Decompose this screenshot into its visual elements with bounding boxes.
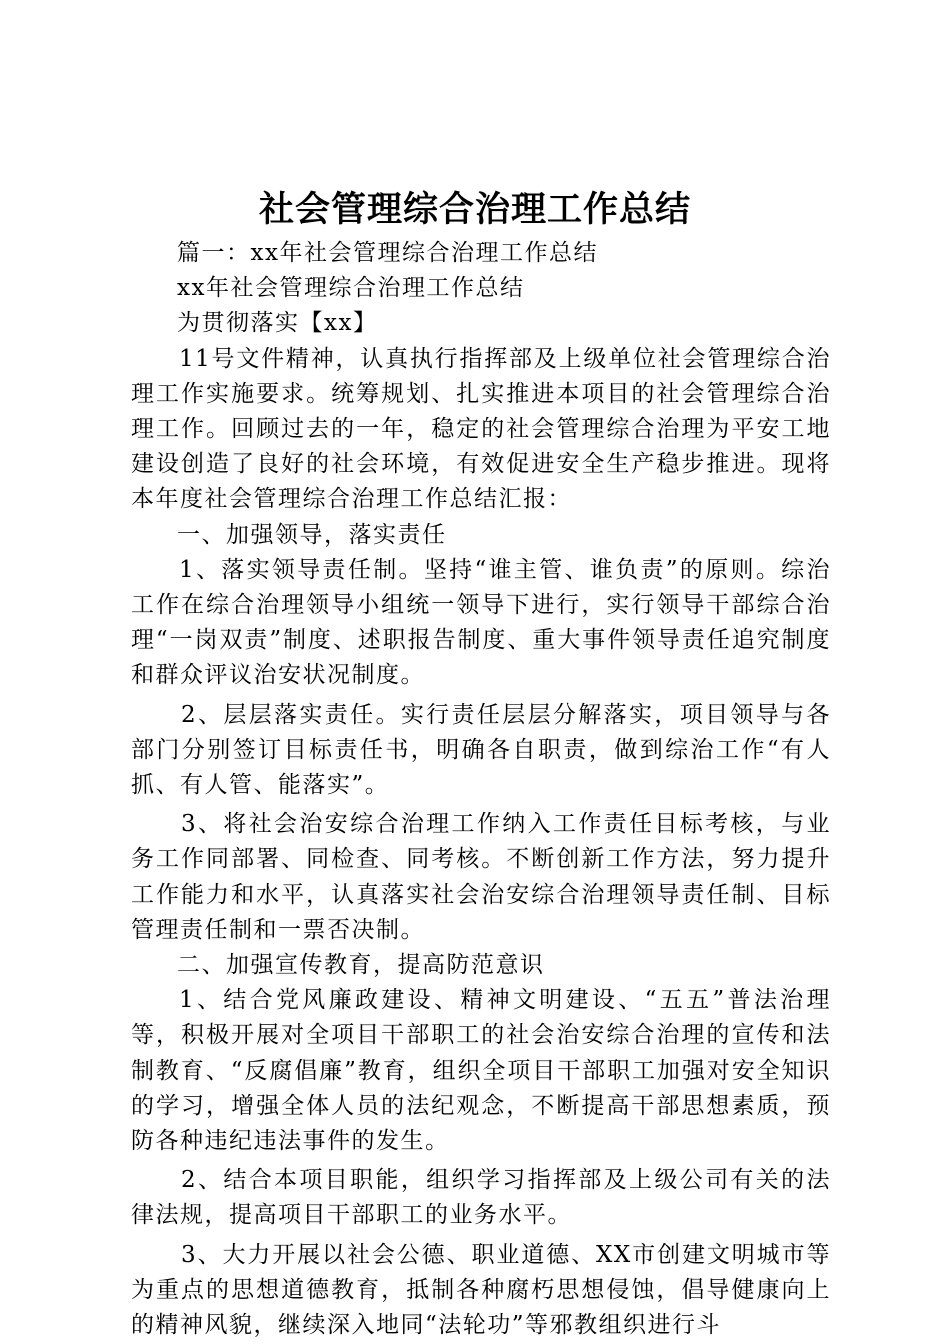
paragraph-1-1: 1、落实领导责任制。坚持“谁主管、谁负责”的原则。综治工作在综合治理领导小组统一领导下进行，实行领导干部综合治理“一岗双责”制度、述职报告制度、重大事件领导责任追究制度和群众评议治安状况制度。 [131,556,831,689]
paragraph-intro-start: 为贯彻落实【xx】 [177,310,378,337]
document-title: 社会管理综合治理工作总结 [258,190,691,230]
paragraph-subtitle: 篇一：xx年社会管理综合治理工作总结 [177,240,598,266]
paragraph-1-3: 3、将社会治安综合治理工作纳入工作责任目标考核，与业务工作同部署、同检查、同考核。不断创新工作方法，努力提升工作能力和水平，认真落实社会治安综合治理领导责任制、目标管理责任制和一票否决制。 [131,811,831,943]
section-heading-1: 一、加强领导，落实责任 [177,521,447,548]
paragraph-2-1: 1、结合党风廉政建设、精神文明建设、“五五”普法治理等，积极开展对全项目干部职工的社会治安综合治理的宣传和法制教育、“反腐倡廉”教育，组织全项目干部职工加强对安全知识的学习，增强全体人员的法纪观念，不断提高干部思想素质，预防各种违纪违法事件的发生。 [131,987,831,1155]
paragraph-2-3: 3、大力开展以社会公德、职业道德、XX市创建文明城市等为重点的思想道德教育，抵制各种腐朽思想侵蚀，倡导健康向上的精神风貌，继续深入地同“法轮功”等邪教组织进行斗 [131,1241,831,1339]
paragraph-1-2: 2、层层落实责任。实行责任层层分解落实，项目领导与各部门分别签订目标责任书，明确各自职责，做到综治工作“有人抓、有人管、能落实”。 [131,701,831,799]
section-heading-2: 二、加强宣传教育，提高防范意识 [177,952,545,979]
document-body [131,236,831,1343]
paragraph-heading: xx年社会管理综合治理工作总结 [177,275,525,302]
paragraph-2-2: 2、结合本项目职能，组织学习指挥部及上级公司有关的法律法规，提高项目干部职工的业务水平。 [131,1167,831,1229]
paragraph-intro: 11号文件精神，认真执行指挥部及上级单位社会管理综合治理工作实施要求。统筹规划、扎实推进本项目的社会管理综合治理工作。回顾过去的一年，稳定的社会管理综合治理为平安工地建设创造了良好的社会环境，有效促进安全生产稳步推进。现将本年度社会管理综合治理工作总结汇报： [131,345,831,513]
